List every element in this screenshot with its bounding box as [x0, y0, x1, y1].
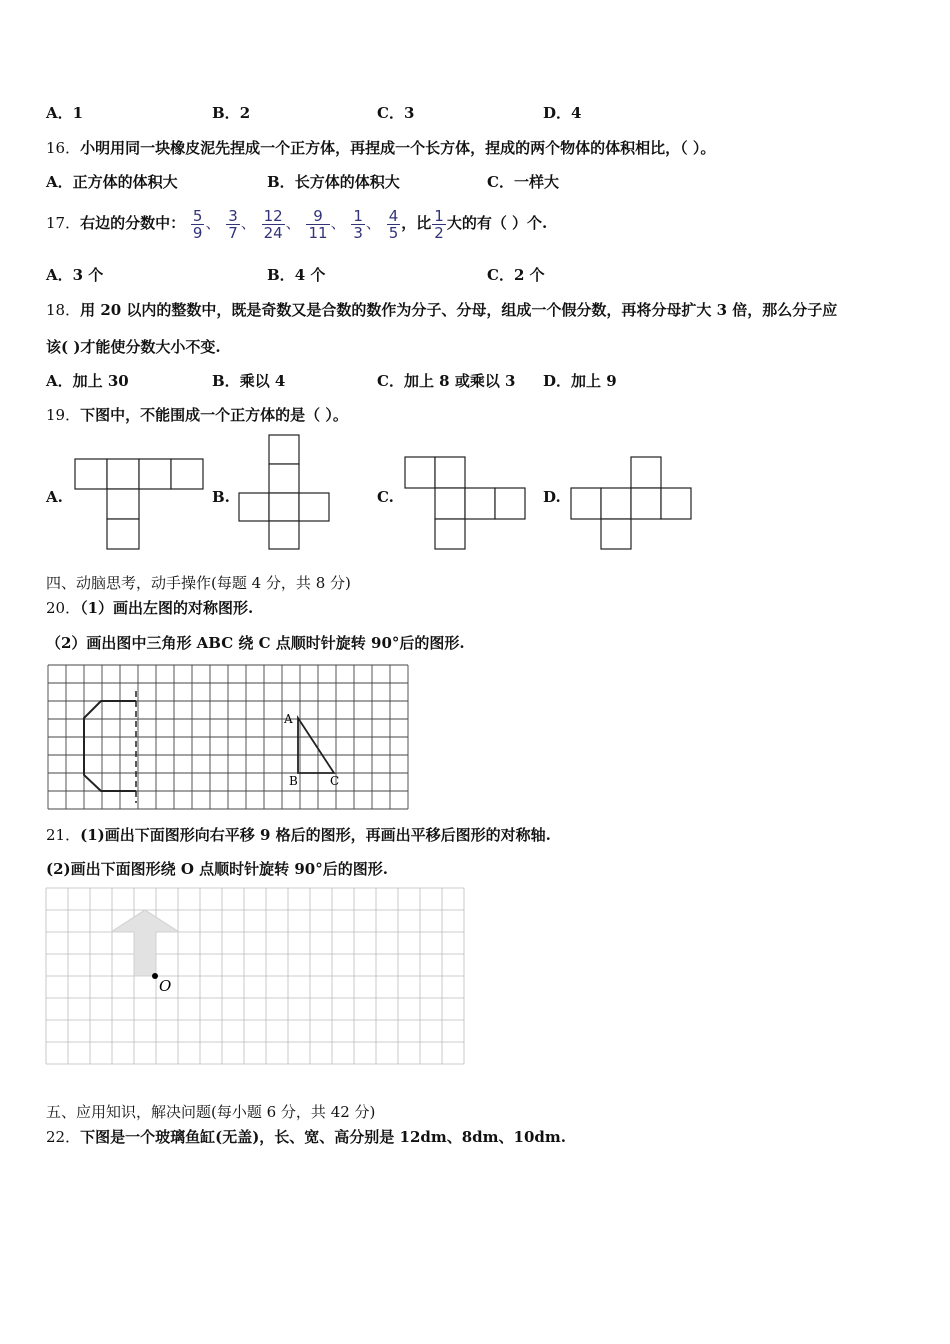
cube-net-c	[404, 456, 528, 552]
octagon-half-shape	[84, 701, 136, 791]
q16-option-b: B．长方体的体积大	[267, 173, 400, 191]
q21-part2: (2)画出下面图形绕 O 点顺时针旋转 90°后的图形.	[46, 860, 388, 878]
q18-option-c: C．加上 8 或乘以 3	[377, 372, 516, 390]
q16-option-a: A．正方体的体积大	[46, 173, 178, 191]
q16-option-c: C．一样大	[487, 173, 559, 191]
q18-line1: 18．用 20 以内的整数中，既是奇数又是合数的数作为分子、分母，组成一个假分数，再将分母扩大 3 倍，那么分子应	[46, 301, 838, 319]
q18-line2: 该( )才能使分数大小不变.	[46, 338, 221, 356]
q22-stem: 22．下图是一个玻璃鱼缸(无盖)，长、宽、高分别是 12dm、8dm、10dm.	[46, 1128, 566, 1146]
q17-stem: 17．右边的分数中： $\frac{5}{9}$ 、 $\frac{3}{7}$ 、 $\frac{12}{24}$ 、 $\frac{9}{11}$ 、 $\frac{1}{3}$ 、 $\frac{4}{5}$ ，比 $\frac{1}{2}$ 大的有（ ）个.	[46, 206, 548, 242]
cube-net-d	[570, 456, 692, 552]
point-o	[152, 973, 158, 979]
square-grid	[46, 888, 464, 1064]
cube-net-a	[74, 458, 206, 552]
section-5-heading: 五、应用知识，解决问题(每小题 6 分，共 42 分)	[46, 1103, 376, 1121]
q21-part1: 21．(1)画出下面图形向右平移 9 格后的图形，再画出平移后图形的对称轴.	[46, 826, 551, 844]
net-d-label: D.	[543, 488, 561, 506]
fraction-1: $\frac{5}{9}$	[192, 206, 203, 242]
q17-option-c: C．2 个	[487, 266, 545, 284]
fraction-5: $\frac{1}{3}$	[353, 206, 363, 242]
fraction-half: $\frac{1}{2}$	[434, 206, 444, 242]
q17-option-b: B．4 个	[267, 266, 326, 284]
q16-stem: 16．小明用同一块橡皮泥先捏成一个正方体，再捏成一个长方体，捏成的两个物体的体积相比，（ ）。	[46, 139, 716, 157]
point-b-label: B	[289, 774, 298, 788]
point-o-label: O	[159, 977, 172, 995]
cube-net-b	[238, 434, 330, 552]
point-a-label: A	[284, 712, 293, 726]
q20-part1: 20．（1）画出左图的对称图形.	[46, 599, 254, 617]
q15-option-a: A．1	[46, 104, 84, 122]
q15-option-c: C．3	[377, 104, 415, 122]
point-c-label: C	[330, 774, 340, 788]
triangle-abc	[298, 718, 334, 773]
arrow-shape	[111, 910, 179, 976]
q19-stem: 19．下图中，不能围成一个正方体的是（ ）。	[46, 406, 348, 424]
q15-option-b: B．2	[212, 104, 251, 122]
q17-option-a: A．3 个	[46, 266, 104, 284]
net-c-label: C.	[377, 488, 394, 506]
q21-grid-figure	[45, 887, 466, 1067]
fraction-6: $\frac{4}{5}$	[388, 206, 399, 242]
fraction-4: $\frac{9}{11}$	[308, 206, 328, 242]
q20-part2: （2）画出图中三角形 ABC 绕 C 点顺时针旋转 90°后的图形.	[46, 634, 465, 652]
q18-option-b: B．乘以 4	[212, 372, 286, 390]
q18-option-d: D．加上 9	[543, 372, 617, 390]
q18-option-a: A．加上 30	[46, 372, 129, 390]
square-grid	[48, 665, 408, 809]
q20-grid-figure	[46, 663, 410, 811]
q15-option-d: D．4	[543, 104, 582, 122]
fraction-2: $\frac{3}{7}$	[228, 206, 238, 242]
fraction-3: $\frac{12}{24}$	[263, 206, 283, 242]
net-b-label: B.	[212, 488, 230, 506]
net-a-label: A.	[46, 488, 63, 506]
section-4-heading: 四、动脑思考，动手操作(每题 4 分，共 8 分)	[46, 574, 351, 592]
